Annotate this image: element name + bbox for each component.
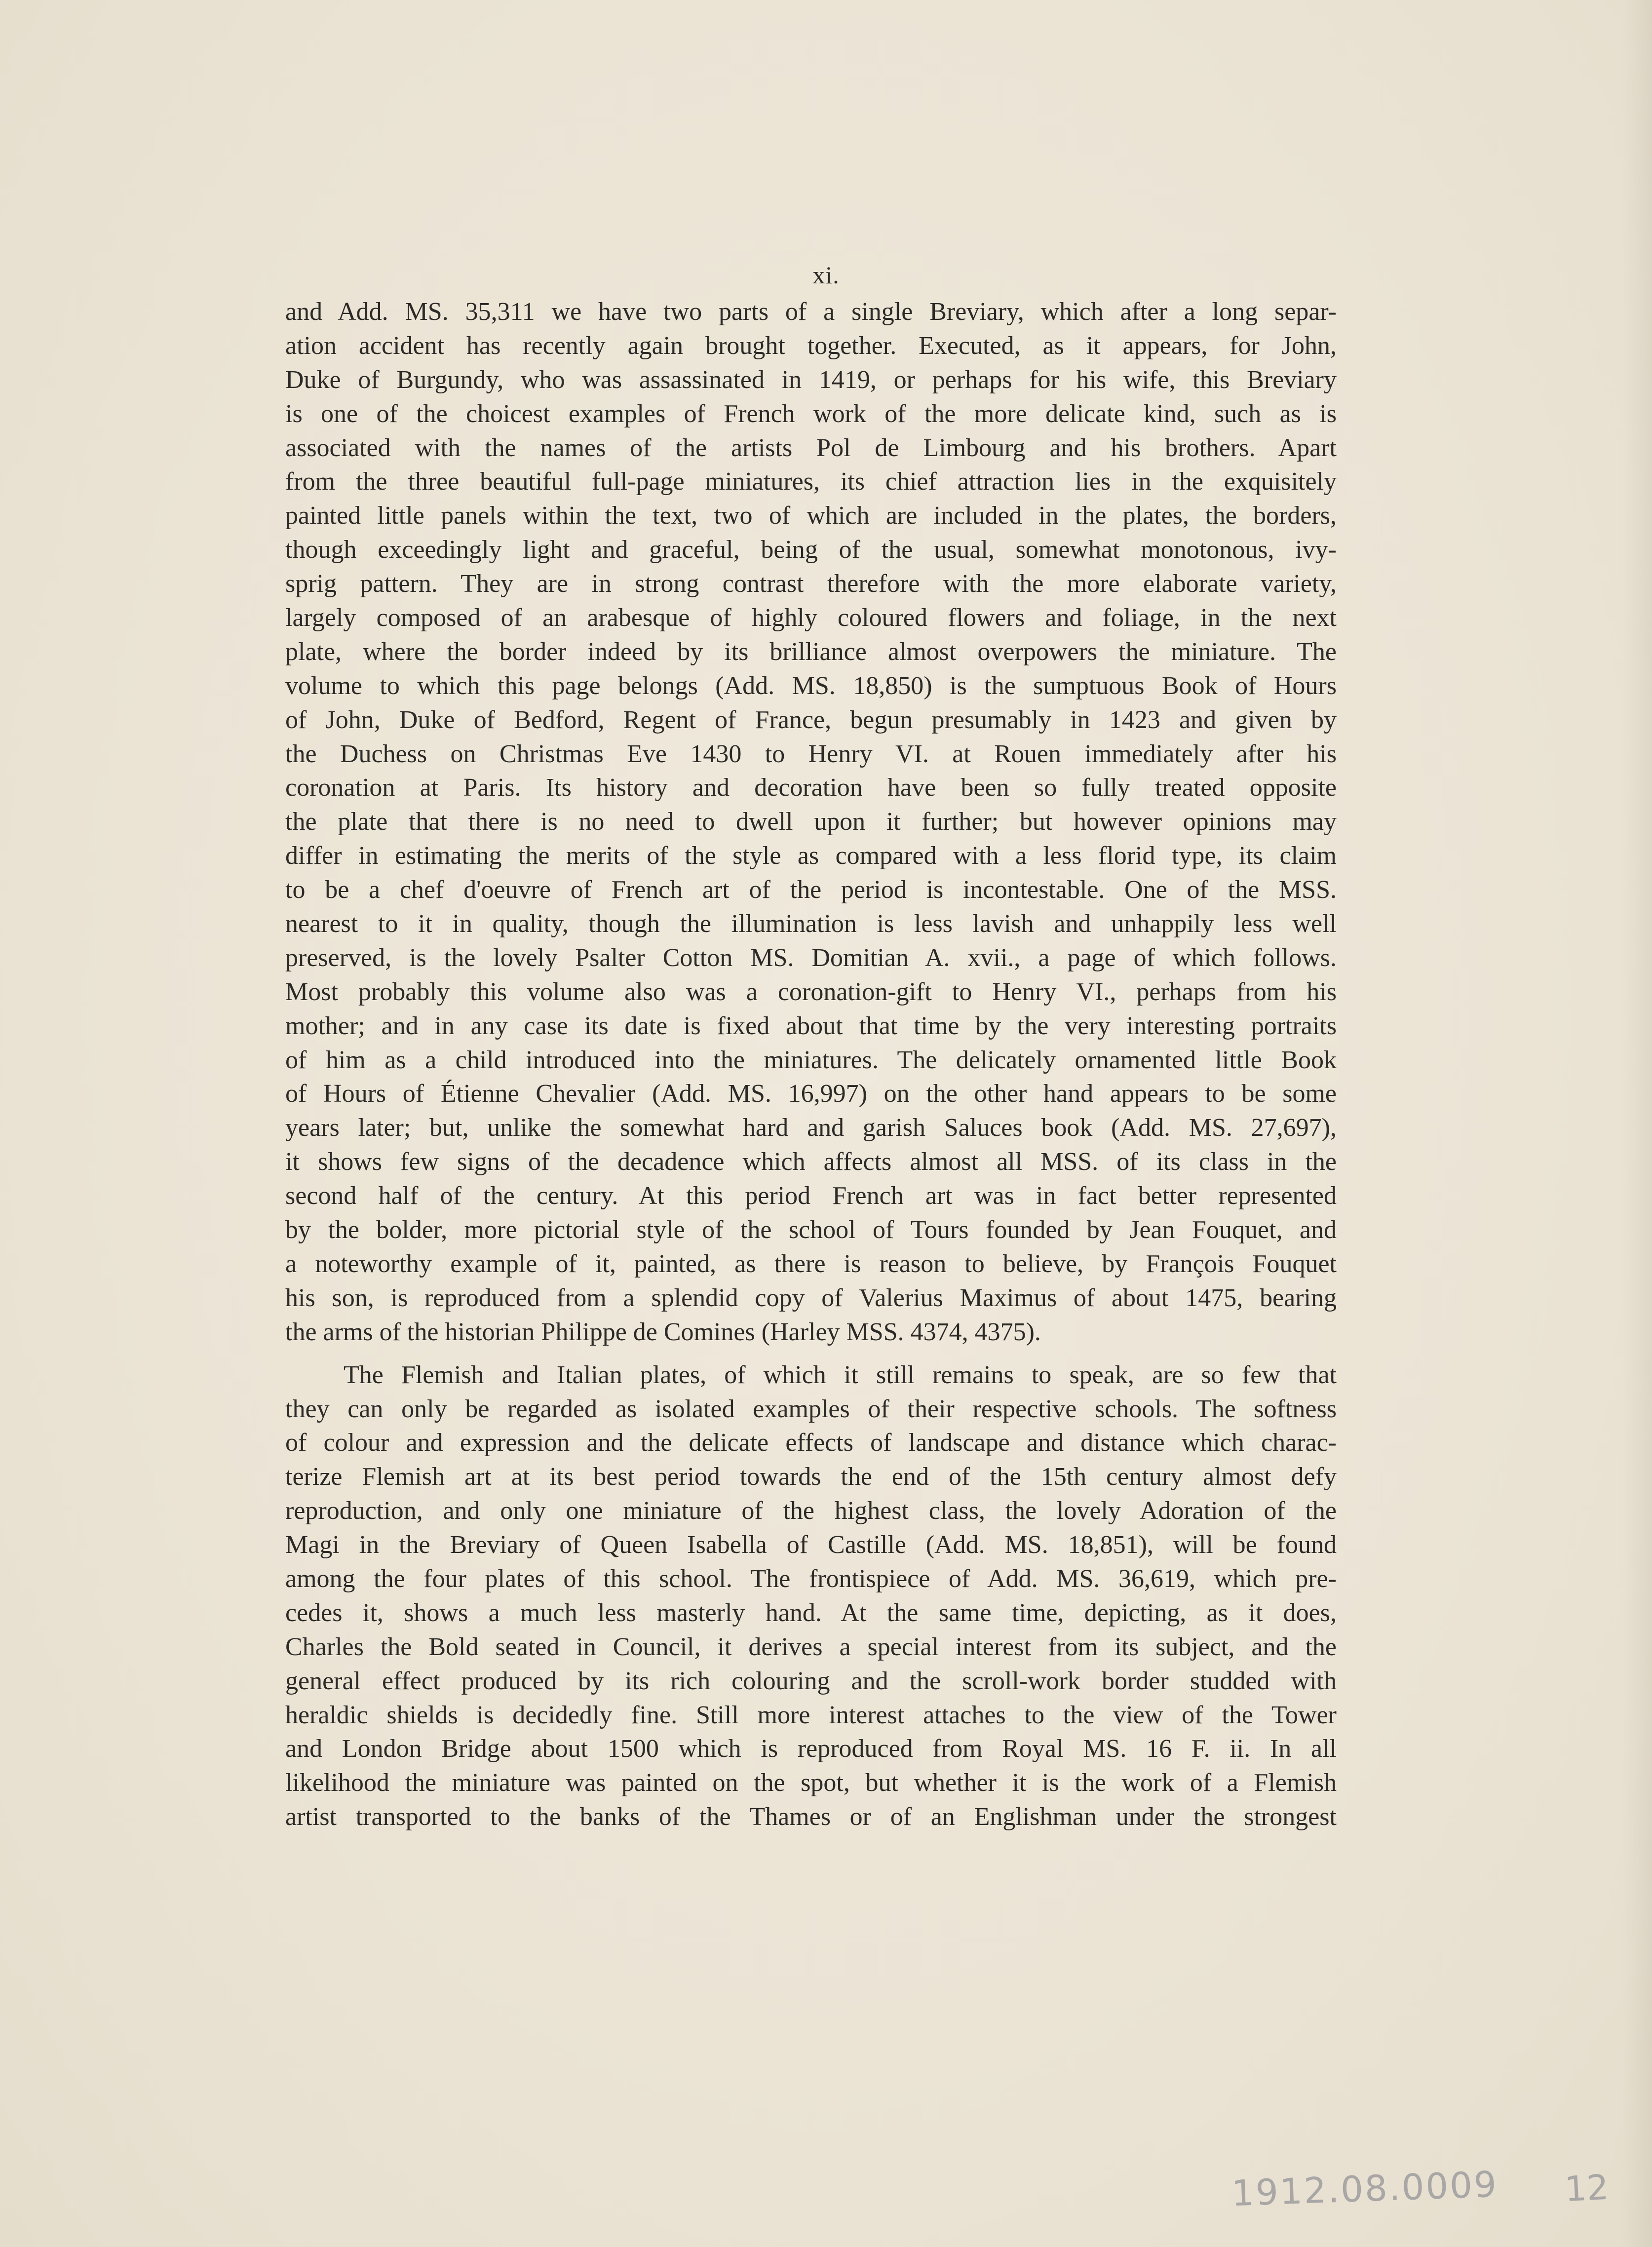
- text-line: volume to which this page belongs (Add. MS. 18,850) is the sumptuous Book of Hours: [285, 671, 1337, 700]
- folio-number: xi.: [812, 261, 840, 289]
- text-line: years later; but, unlike the somewhat hard and garish Saluces book (Add. MS. 27,697),: [285, 1114, 1337, 1142]
- text-line: among the four plates of this school. The frontispiece of Add. MS. 36,619, which pre-: [285, 1564, 1337, 1593]
- text-line: heraldic shields is decidedly fine. Still more interest attaches to the view of the Tower: [285, 1701, 1337, 1729]
- text-line: his son, is reproduced from a splendid copy of Valerius Maximus of about 1475, bearing: [285, 1283, 1337, 1312]
- text-line: the plate that there is no need to dwell upon it further; but however opinions may: [285, 808, 1337, 836]
- text-line: The Flemish and Italian plates, of which it still remains to speak, are so few that: [344, 1360, 1337, 1389]
- text-line: artist transported to the banks of the Thames or of an Englishman under the strongest: [285, 1803, 1337, 1831]
- text-line: largely composed of an arabesque of highly coloured flowers and foliage, in the next: [285, 604, 1337, 632]
- paper-edge-shadow: [1622, 0, 1652, 2247]
- text-line: painted little panels within the text, two of which are included in the plates, the borders,: [285, 502, 1337, 530]
- text-line: a noteworthy example of it, painted, as there is reason to believe, by François Fouquet: [285, 1249, 1337, 1278]
- text-line: and London Bridge about 1500 which is reproduced from Royal MS. 16 F. ii. In all: [285, 1735, 1337, 1763]
- text-line: cedes it, shows a much less masterly hand. At the same time, depicting, as it does,: [285, 1598, 1337, 1627]
- text-line: reproduction, and only one miniature of the highest class, the lovely Adoration of the: [285, 1497, 1337, 1525]
- text-line: nearest to it in quality, though the illumination is less lavish and unhappily less well: [285, 910, 1337, 938]
- text-line: of John, Duke of Bedford, Regent of France, begun presumably in 1423 and given by: [285, 705, 1337, 734]
- text-line: Duke of Burgundy, who was assassinated in 1419, or perhaps for his wife, this Breviary: [285, 365, 1337, 394]
- text-line: ation accident has recently again brought together. Executed, as it appears, for John,: [285, 331, 1337, 360]
- text-line: by the bolder, more pictorial style of the school of Tours founded by Jean Fouquet, and: [285, 1216, 1337, 1244]
- text-line: is one of the choicest examples of French work of the more delicate kind, such as is: [285, 399, 1337, 428]
- text-line: plate, where the border indeed by its brilliance almost overpowers the miniature. The: [285, 637, 1337, 666]
- text-line: terize Flemish art at its best period towards the end of the 15th century almost defy: [285, 1463, 1337, 1491]
- text-line: general effect produced by its rich colouring and the scroll-work border studded with: [285, 1666, 1337, 1695]
- sheet-number: 12: [1563, 2167, 1610, 2210]
- text-line: Magi in the Breviary of Queen Isabella of Castille (Add. MS. 18,851), will be found: [285, 1531, 1337, 1559]
- text-line: they can only be regarded as isolated examples of their respective schools. The softness: [285, 1395, 1337, 1423]
- text-line: associated with the names of the artists Pol de Limbourg and his brothers. Apart: [285, 433, 1337, 462]
- text-line: from the three beautiful full-page miniatures, its chief attraction lies in the exquisitely: [285, 467, 1337, 496]
- text-line: of Hours of Étienne Chevalier (Add. MS. 16,997) on the other hand appears to be some: [285, 1080, 1337, 1108]
- text-line: mother; and in any case its date is fixed about that time by the very interesting portraits: [285, 1011, 1337, 1040]
- text-line: differ in estimating the merits of the style as compared with a less florid type, its claim: [285, 842, 1337, 870]
- body-text: [285, 295, 1337, 1834]
- text-line: it shows few signs of the decadence which affects almost all MSS. of its class in the: [285, 1148, 1337, 1176]
- text-line: preserved, is the lovely Psalter Cotton MS. Domitian A. xvii., a page of which follows.: [285, 943, 1337, 972]
- text-line: of colour and expression and the delicate effects of landscape and distance which charac-: [285, 1429, 1337, 1457]
- text-line: coronation at Paris. Its history and decoration have been so fully treated opposite: [285, 774, 1337, 802]
- text-line: the arms of the historian Philippe de Comines (Harley MSS. 4374, 4375).: [285, 1317, 1041, 1346]
- text-line: second half of the century. At this period French art was in fact better represented: [285, 1182, 1337, 1210]
- text-line: of him as a child introduced into the miniatures. The delicately ornamented little Book: [285, 1046, 1337, 1074]
- paragraph-gap: [285, 1350, 1337, 1358]
- text-line: though exceedingly light and graceful, being of the usual, somewhat monotonous, ivy-: [285, 536, 1337, 564]
- text-line: likelihood the miniature was painted on the spot, but whether it is the work of a Flemish: [285, 1769, 1337, 1797]
- accession-number: 1912.08.0009: [1230, 2163, 1499, 2214]
- text-line: sprig pattern. They are in strong contrast therefore with the more elaborate variety,: [285, 570, 1337, 598]
- text-line: Most probably this volume also was a coronation-gift to Henry VI., perhaps from his: [285, 977, 1337, 1006]
- text-line: and Add. MS. 35,311 we have two parts of a single Breviary, which after a long separ-: [285, 298, 1337, 326]
- text-line: Charles the Bold seated in Council, it derives a special interest from its subject, and the: [285, 1632, 1337, 1661]
- paragraph-2: [285, 1358, 1337, 1834]
- text-line: the Duchess on Christmas Eve 1430 to Henry VI. at Rouen immediately after his: [285, 739, 1337, 768]
- paragraph-1: [285, 295, 1337, 1350]
- text-line: to be a chef d'oeuvre of French art of the period is incontestable. One of the MSS.: [285, 876, 1337, 904]
